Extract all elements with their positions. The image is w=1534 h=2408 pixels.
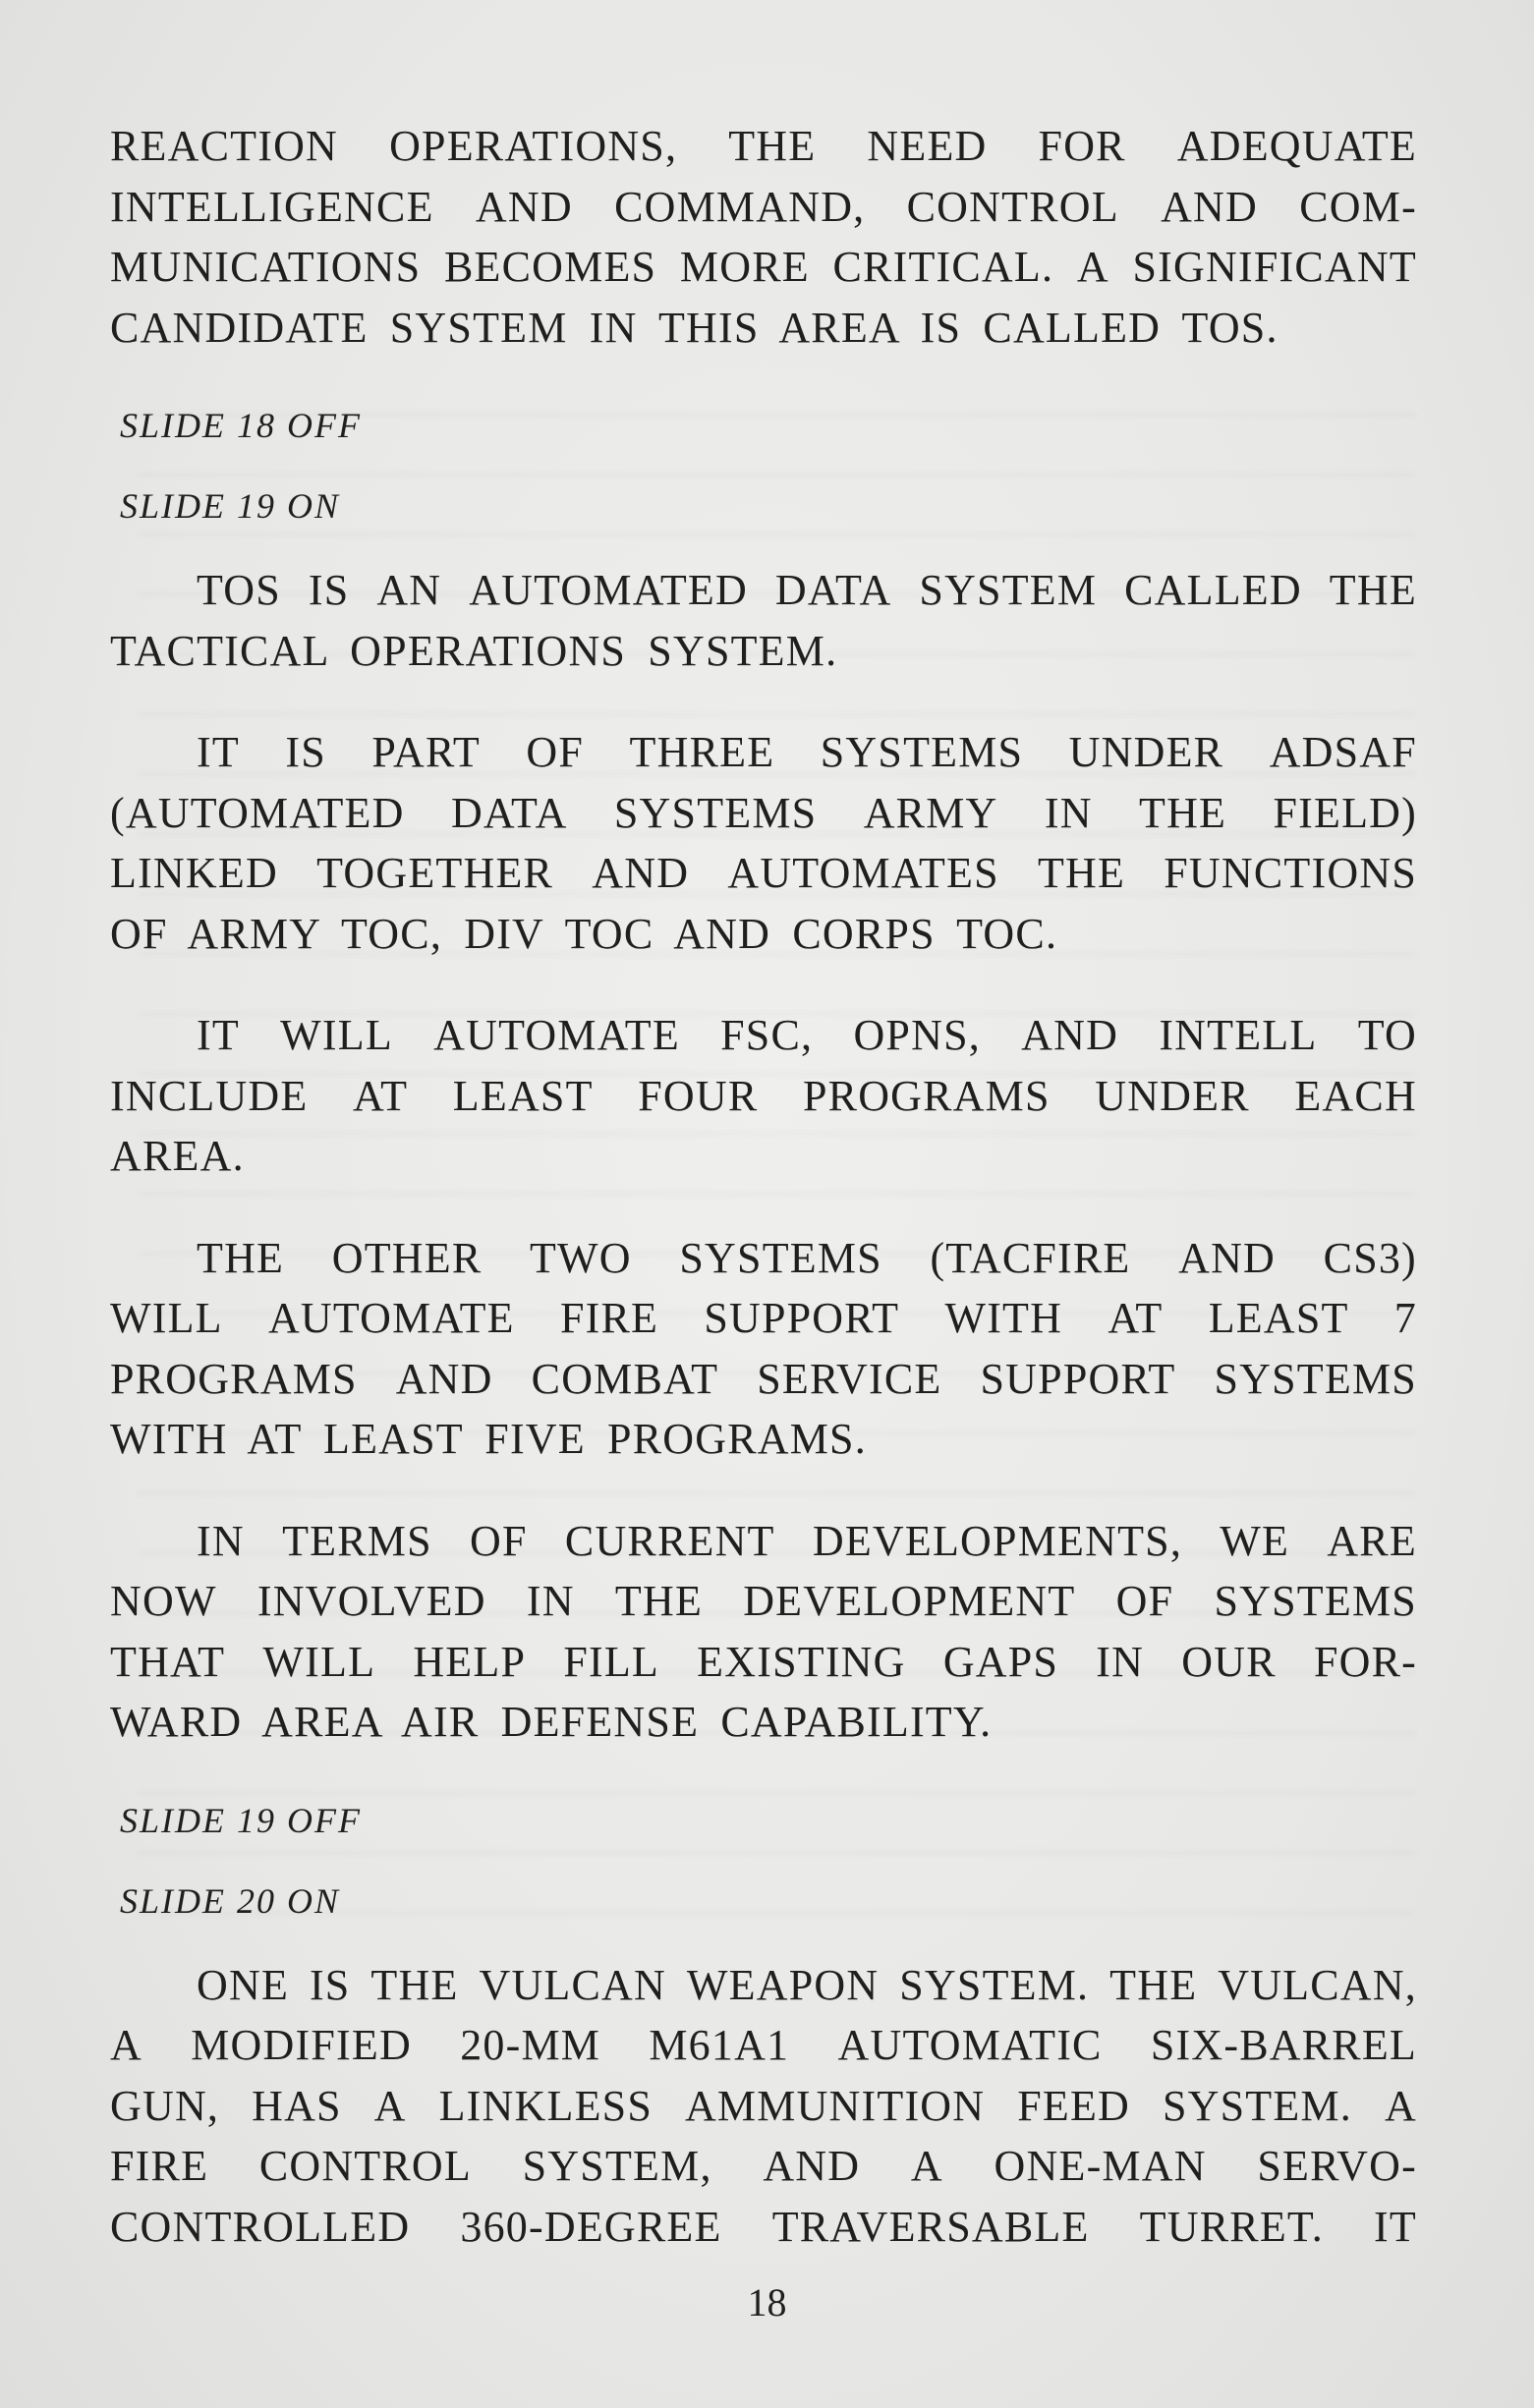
word: A bbox=[110, 2021, 142, 2069]
word: REACTION bbox=[110, 122, 339, 170]
word: OUR bbox=[1181, 1637, 1277, 1686]
word: DATA bbox=[774, 566, 892, 614]
word: FIRE bbox=[559, 1294, 659, 1342]
word: AUTOMATE bbox=[267, 1294, 515, 1342]
text-line bbox=[110, 237, 1417, 298]
text-line: TACTICAL OPERATIONS SYSTEM. bbox=[110, 626, 838, 675]
word: VULCAN, bbox=[1218, 1960, 1417, 2009]
word: HELP bbox=[413, 1637, 527, 1686]
text-line bbox=[110, 2076, 1417, 2137]
word: EACH bbox=[1294, 1071, 1417, 1120]
text-line bbox=[110, 2015, 1417, 2076]
word: TWO bbox=[529, 1233, 632, 1282]
word: CONTROL bbox=[258, 2142, 472, 2190]
word: TRAVERSABLE bbox=[771, 2202, 1090, 2251]
word: SYSTEMS bbox=[679, 1233, 882, 1282]
word: FSC, bbox=[720, 1011, 814, 1059]
word: M61A1 bbox=[649, 2021, 790, 2069]
word: DEVELOPMENTS, bbox=[812, 1516, 1183, 1565]
word: FOUR bbox=[638, 1071, 759, 1120]
word: THE bbox=[197, 1233, 285, 1282]
word: AUTOMATIC bbox=[837, 2021, 1103, 2069]
text-line: WARD AREA AIR DEFENSE CAPABILITY. bbox=[110, 1698, 993, 1746]
word: OTHER bbox=[331, 1233, 483, 1282]
word: OF bbox=[470, 1516, 528, 1565]
word: WILL bbox=[110, 1294, 223, 1342]
word: 7 bbox=[1393, 1294, 1417, 1342]
word: FEED bbox=[1017, 2081, 1131, 2130]
word: THE bbox=[1329, 566, 1417, 614]
word: A bbox=[910, 2142, 943, 2190]
word: AN bbox=[376, 566, 442, 614]
slide-cue: SLIDE 20 ON bbox=[120, 1880, 341, 1921]
text-line bbox=[110, 1955, 1417, 2016]
word: GUN, bbox=[110, 2081, 220, 2130]
word: LEAST bbox=[1208, 1294, 1349, 1342]
paragraph bbox=[110, 722, 1417, 964]
word: AND bbox=[763, 2142, 861, 2190]
word: WITH bbox=[944, 1294, 1063, 1342]
text-line bbox=[110, 1228, 1417, 1289]
page-body bbox=[110, 116, 1417, 2298]
word: A bbox=[373, 2081, 407, 2130]
word: MORE bbox=[679, 243, 810, 291]
text-line bbox=[110, 177, 1417, 238]
word: ADSAF bbox=[1269, 728, 1417, 776]
word: HAS bbox=[252, 2081, 342, 2130]
text-line: CANDIDATE SYSTEM IN THIS AREA IS CALLED TOS. bbox=[110, 303, 1278, 352]
text-line: AREA. bbox=[110, 1132, 245, 1180]
word: TERMS bbox=[282, 1516, 432, 1565]
word: SUPPORT bbox=[704, 1294, 900, 1342]
word: INTELL bbox=[1159, 1011, 1318, 1059]
text-line bbox=[110, 560, 1417, 621]
word: TO bbox=[1357, 1011, 1417, 1059]
word: CRITICAL. bbox=[832, 243, 1054, 291]
word: OPERATIONS, bbox=[389, 122, 678, 170]
word: LEAST bbox=[452, 1071, 594, 1120]
text-line bbox=[110, 2197, 1417, 2258]
word: UNDER bbox=[1095, 1071, 1250, 1120]
word: AND bbox=[592, 849, 690, 897]
word: IT bbox=[197, 728, 240, 776]
word: THE bbox=[1109, 1960, 1198, 2009]
word: WILL bbox=[262, 1637, 376, 1686]
paragraph bbox=[110, 116, 1417, 358]
word: AT bbox=[1108, 1294, 1164, 1342]
word: AND bbox=[1178, 1233, 1277, 1282]
word: THE bbox=[1037, 849, 1126, 897]
text-line bbox=[110, 1571, 1417, 1632]
word: WILL bbox=[280, 1011, 393, 1059]
word: OPNS, bbox=[853, 1011, 981, 1059]
word: 360-DEGREE bbox=[460, 2202, 722, 2251]
word: IS bbox=[308, 566, 350, 614]
word: CONTROL bbox=[906, 182, 1119, 231]
paragraph bbox=[110, 1005, 1417, 1187]
word: SYSTEMS bbox=[613, 788, 818, 837]
word: TOS bbox=[197, 566, 281, 614]
word: BECOMES bbox=[444, 243, 657, 291]
text-line bbox=[110, 722, 1417, 783]
word: AMMUNITION bbox=[684, 2081, 986, 2130]
word: LINKED bbox=[110, 849, 278, 897]
word: CURRENT bbox=[564, 1516, 775, 1565]
word: IS bbox=[309, 1960, 351, 2009]
word: TURRET. bbox=[1139, 2202, 1324, 2251]
word: DEVELOPMENT bbox=[743, 1577, 1076, 1625]
word: IS bbox=[285, 728, 326, 776]
paragraph bbox=[110, 560, 1417, 681]
text-line bbox=[110, 1632, 1417, 1693]
word: LINKLESS bbox=[438, 2081, 653, 2130]
word: ADEQUATE bbox=[1176, 122, 1417, 170]
word: SERVICE bbox=[757, 1354, 942, 1403]
word: VULCAN bbox=[479, 1960, 666, 2009]
word: AUTOMATES bbox=[727, 849, 999, 897]
word: SUPPORT bbox=[980, 1354, 1176, 1403]
word: ARE bbox=[1327, 1516, 1417, 1565]
word: INCLUDE bbox=[110, 1071, 309, 1120]
word: WE bbox=[1220, 1516, 1290, 1565]
word: CALLED bbox=[1124, 566, 1302, 614]
word: DATA bbox=[450, 788, 568, 837]
paragraph bbox=[110, 1955, 1417, 2258]
word: MUNICATIONS bbox=[110, 243, 422, 291]
word: SYSTEMS bbox=[820, 728, 1024, 776]
word: OF bbox=[1115, 1577, 1174, 1625]
word: A bbox=[1076, 243, 1109, 291]
word: EXISTING bbox=[697, 1637, 906, 1686]
word: AT bbox=[353, 1071, 409, 1120]
word: INVOLVED bbox=[256, 1577, 486, 1625]
word: THE bbox=[370, 1960, 459, 2009]
word: FOR bbox=[1038, 122, 1126, 170]
word: CS3) bbox=[1323, 1233, 1417, 1282]
word: COMBAT bbox=[531, 1354, 719, 1403]
word: PROGRAMS bbox=[802, 1071, 1051, 1120]
word: PART bbox=[371, 728, 481, 776]
word: MODIFIED bbox=[191, 2021, 412, 2069]
text-line bbox=[110, 1005, 1417, 1066]
paragraph bbox=[110, 1511, 1417, 1753]
slide-cue: SLIDE 19 OFF bbox=[120, 1800, 362, 1840]
word: COM- bbox=[1299, 182, 1417, 231]
text-line bbox=[110, 843, 1417, 904]
word: AND bbox=[1161, 182, 1258, 231]
word: UNDER bbox=[1068, 728, 1224, 776]
slide-cue: SLIDE 19 ON bbox=[120, 486, 341, 526]
word: WEAPON bbox=[686, 1960, 880, 2009]
word: ONE bbox=[197, 1960, 290, 2009]
word: SYSTEM, bbox=[522, 2142, 712, 2190]
word: FIELD) bbox=[1273, 788, 1417, 837]
word: (TACFIRE bbox=[930, 1233, 1131, 1282]
text-line: OF ARMY TOC, DIV TOC AND CORPS TOC. bbox=[110, 909, 1058, 958]
word: THE bbox=[1139, 788, 1227, 837]
word: SERVO- bbox=[1257, 2142, 1417, 2190]
word: NEED bbox=[867, 122, 988, 170]
word: THE bbox=[728, 122, 817, 170]
word: SYSTEMS bbox=[1214, 1354, 1417, 1403]
text-line bbox=[110, 1511, 1417, 1572]
word: AND bbox=[475, 182, 573, 231]
word: IT bbox=[1374, 2202, 1417, 2251]
text-line bbox=[110, 1349, 1417, 1410]
word: OF bbox=[526, 728, 585, 776]
word: AND bbox=[1021, 1011, 1119, 1059]
word: SYSTEM. bbox=[899, 1960, 1090, 2009]
word: SYSTEMS bbox=[1214, 1577, 1417, 1625]
word: IN bbox=[197, 1516, 245, 1565]
word: AUTOMATE bbox=[433, 1011, 680, 1059]
word: ONE-MAN bbox=[994, 2142, 1207, 2190]
text-line bbox=[110, 116, 1417, 177]
word: CONTROLLED bbox=[110, 2202, 411, 2251]
text-line bbox=[110, 783, 1417, 844]
word: FUNCTIONS bbox=[1164, 849, 1417, 897]
text-line bbox=[110, 2136, 1417, 2197]
word: A bbox=[1384, 2081, 1417, 2130]
text-line bbox=[110, 1066, 1417, 1127]
word: INTELLIGENCE bbox=[110, 182, 434, 231]
word: FOR- bbox=[1313, 1637, 1417, 1686]
word: NOW bbox=[110, 1577, 217, 1625]
paragraph bbox=[110, 1228, 1417, 1470]
word: 20-MM bbox=[460, 2021, 601, 2069]
word: FIRE bbox=[110, 2142, 209, 2190]
word: SIGNIFICANT bbox=[1132, 243, 1417, 291]
word: IN bbox=[1096, 1637, 1145, 1686]
word: IN bbox=[526, 1577, 575, 1625]
word: PROGRAMS bbox=[110, 1354, 358, 1403]
word: ARMY bbox=[863, 788, 998, 837]
word: IT bbox=[197, 1011, 240, 1059]
word: SYSTEM bbox=[919, 566, 1098, 614]
word: SIX-BARREL bbox=[1150, 2021, 1417, 2069]
word: TOGETHER bbox=[316, 849, 554, 897]
word: THE bbox=[614, 1577, 704, 1625]
word: AUTOMATED bbox=[469, 566, 748, 614]
text-line bbox=[110, 1288, 1417, 1349]
page-number: 18 bbox=[747, 2280, 787, 2324]
word: FILL bbox=[563, 1637, 659, 1686]
word: GAPS bbox=[942, 1637, 1059, 1686]
word: AND bbox=[395, 1354, 493, 1403]
word: SYSTEM. bbox=[1162, 2081, 1352, 2130]
word: THREE bbox=[629, 728, 775, 776]
word: IN bbox=[1044, 788, 1093, 837]
word: THAT bbox=[110, 1637, 226, 1686]
slide-cue: SLIDE 18 OFF bbox=[120, 406, 362, 445]
word: COMMAND, bbox=[614, 182, 866, 231]
word: (AUTOMATED bbox=[110, 788, 405, 837]
text-line: WITH AT LEAST FIVE PROGRAMS. bbox=[110, 1415, 867, 1463]
